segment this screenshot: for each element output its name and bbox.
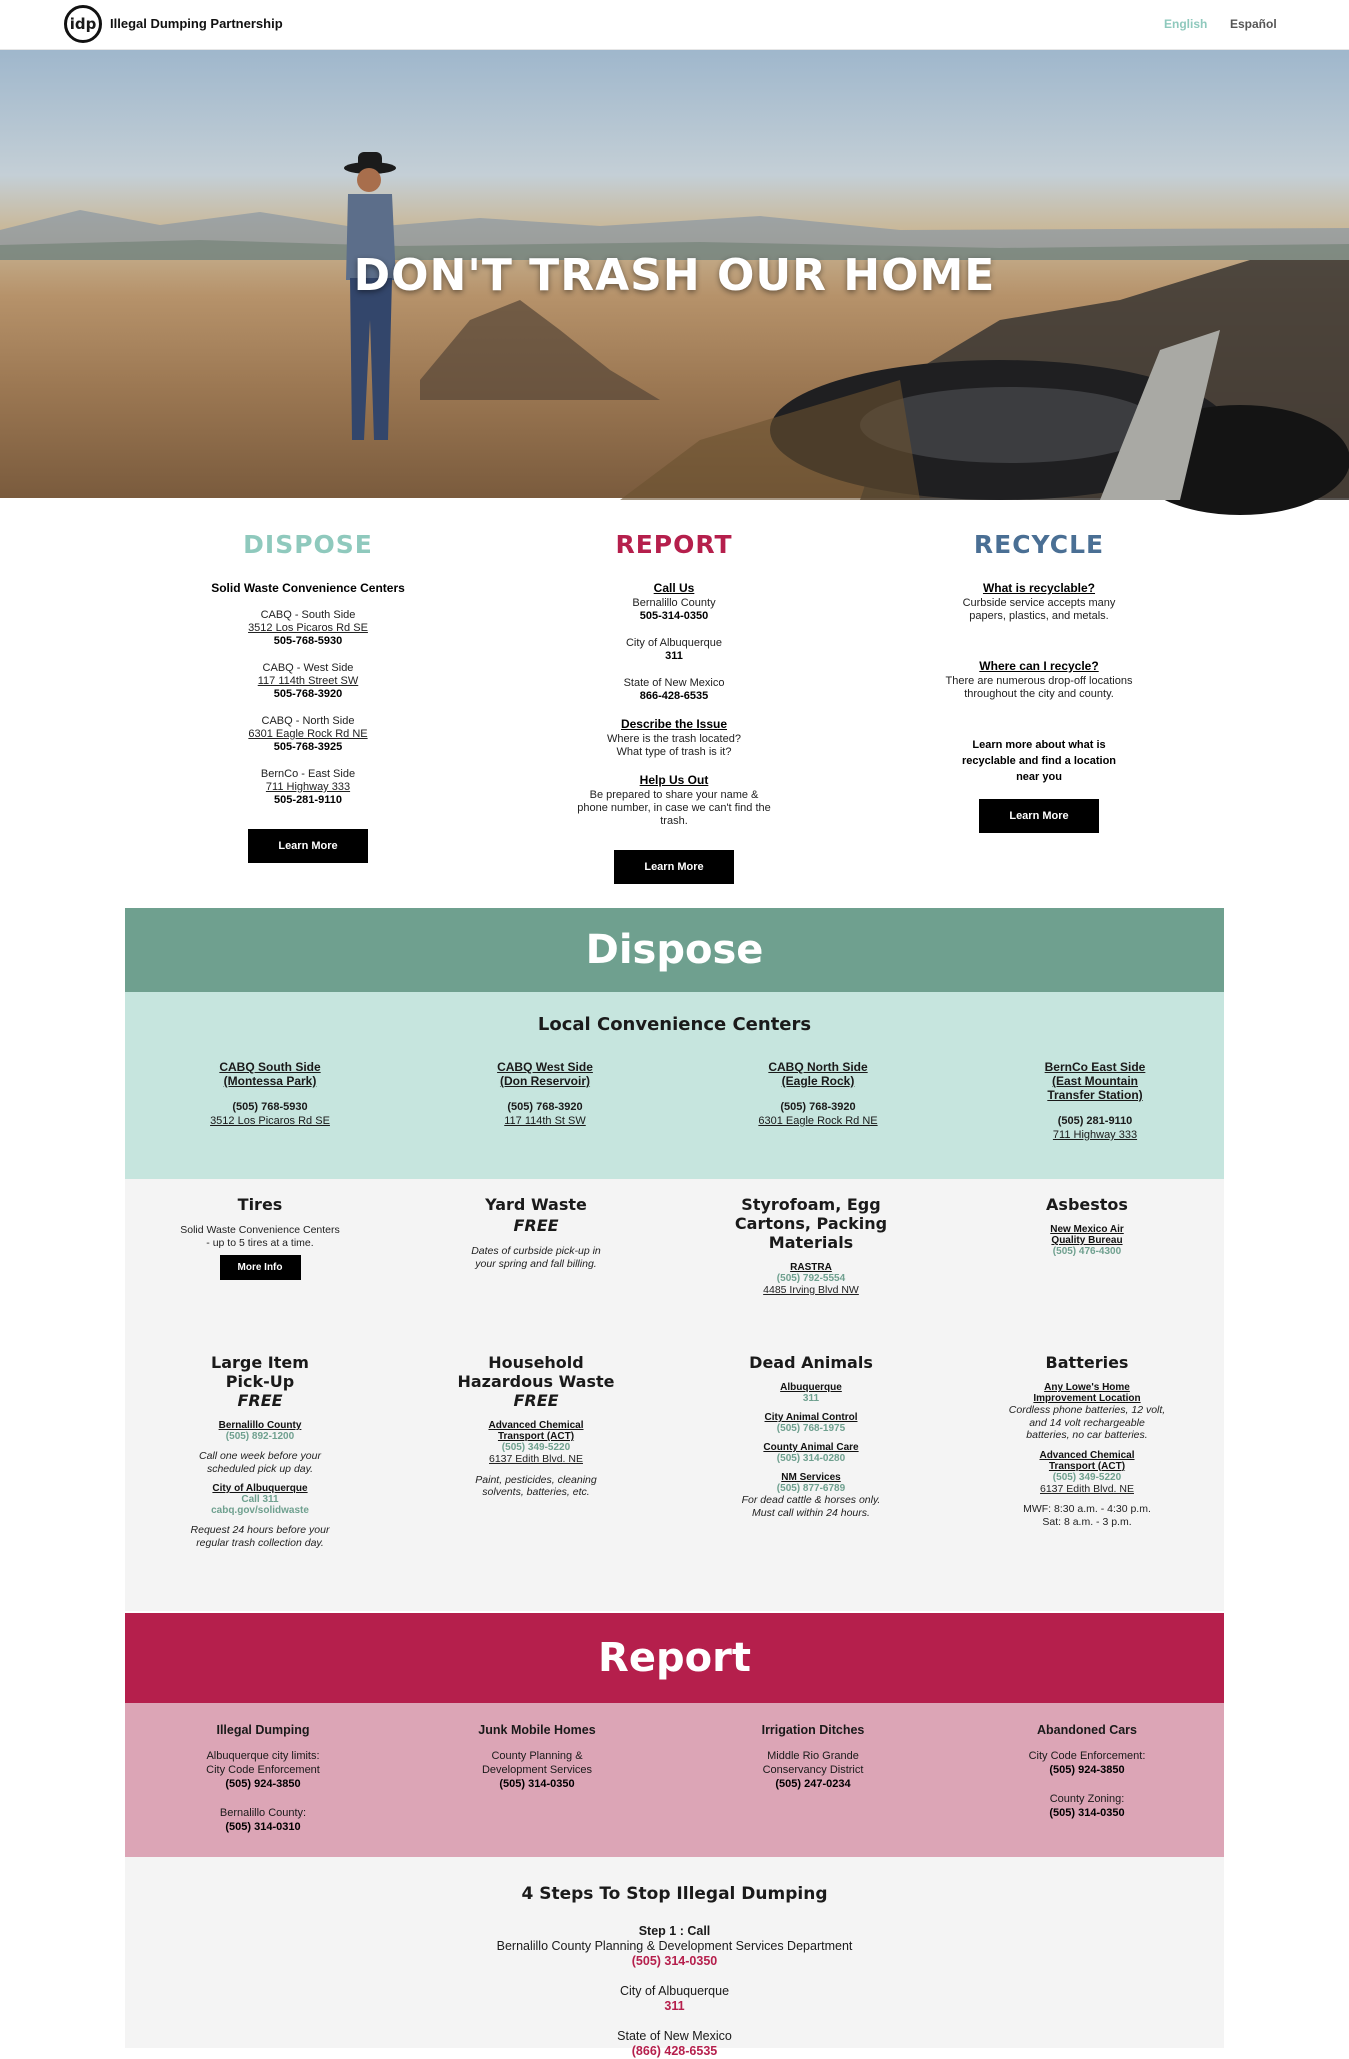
yard-text: Dates of curbside pick-up in your spring and fall billing. [471,1245,601,1270]
hazardous-note: Paint, pesticides, cleaning solvents, batteries, etc. [475,1473,597,1498]
convenience-centers-panel [125,992,1224,1179]
report-categories-panel [125,1703,1224,1857]
center-address-link[interactable]: 6301 Eagle Rock Rd NE [758,1115,878,1127]
large-item-title: Large Item Pick-Up [211,1353,309,1391]
contact-name: State of New Mexico [623,677,725,689]
center-card [708,1060,928,1128]
hero-title: DON'T TRASH OUR HOME [353,250,996,301]
cabq-website-link[interactable]: cabq.gov/solidwaste [211,1505,309,1516]
report-category-line: Bernalillo County: [219,1807,307,1819]
dispose-summary [158,530,458,863]
nm-services-link[interactable]: NM Services [781,1472,841,1483]
report-category-phone: (505) 924-3850 [225,1778,301,1790]
describe-issue-text: Where is the trash located? What type of trash is it? [607,733,741,758]
report-category-title: Irrigation Ditches [761,1723,865,1737]
report-category [143,1723,383,1834]
center-title-link[interactable]: CABQ South Side (Montessa Park) [219,1060,321,1088]
nm-services-phone[interactable]: (505) 877-6789 [776,1483,846,1494]
step1-city-phone[interactable]: 311 [664,1999,685,2013]
dead-animals-card [711,1353,911,1519]
center-address-link[interactable]: 711 Highway 333 [1052,1129,1138,1141]
batteries-title: Batteries [1045,1353,1129,1372]
location-phone: 505-281-9110 [274,794,342,806]
lowes-link[interactable]: Any Lowe's Home Improvement Location [1033,1382,1141,1404]
step1-state: State of New Mexico [617,2029,732,2043]
tires-text: Solid Waste Convenience Centers - up to 5 tires at a time. [180,1224,340,1249]
cabq-call[interactable]: Call 311 [241,1494,279,1505]
location-phone: 505-768-5930 [273,635,343,647]
center-card [985,1060,1205,1142]
air-quality-phone[interactable]: (505) 476-4300 [1052,1246,1122,1257]
location-item [158,768,458,807]
location-address-link[interactable]: 3512 Los Picaros Rd SE [248,622,368,634]
act-batteries-address-link[interactable]: 6137 Edith Blvd. NE [1040,1482,1134,1495]
large-item-card [160,1353,360,1549]
center-phone: (505) 281-9110 [1057,1115,1133,1127]
location-name: CABQ - West Side [262,662,354,674]
styrofoam-card [711,1195,911,1297]
location-item [158,609,458,648]
site-name[interactable]: Illegal Dumping Partnership [110,16,283,31]
rastra-link[interactable]: RASTRA [790,1262,832,1273]
albuquerque-link[interactable]: Albuquerque [780,1382,842,1393]
center-phone: (505) 768-5930 [232,1101,308,1113]
act-batteries-link[interactable]: Advanced Chemical Transport (ACT) [1039,1449,1135,1472]
step1-state-phone[interactable]: (866) 428-6535 [631,2044,718,2058]
act-link[interactable]: Advanced Chemical Transport (ACT) [488,1420,584,1442]
center-card [160,1060,380,1128]
convenience-centers-title: Solid Waste Convenience Centers [211,581,405,595]
report-category-line: City Code Enforcement [206,1764,320,1776]
large-item-free-label: FREE [237,1391,283,1410]
lang-spanish-link[interactable]: Español [1230,17,1277,31]
report-section-heading: Report [125,1613,1224,1703]
report-category-line: Albuquerque city limits: [206,1750,320,1762]
nm-services-note: For dead cattle & horses only. Must call within 24 hours. [741,1494,881,1519]
yard-title: Yard Waste [485,1195,587,1214]
recycle-title: RECYCLE [973,530,1105,559]
hazardous-title: Household Hazardous Waste [457,1353,615,1391]
bernco-phone[interactable]: (505) 892-1200 [225,1431,295,1442]
help-us-out-text: Be prepared to share your name & phone number, in case we can't find the trash. [577,789,771,827]
location-name: CABQ - South Side [260,609,356,621]
cabq-note: Request 24 hours before your regular trash collection day. [190,1524,330,1549]
hazardous-free-label: FREE [513,1391,559,1410]
steps-panel [125,1857,1224,2058]
recycle-learn-text: Learn more about what is recyclable and find a location near you [961,739,1117,783]
contact-name: Bernalillo County [632,597,716,609]
location-name: BernCo - East Side [260,768,356,780]
yard-waste-card [436,1195,636,1270]
lang-english-link[interactable]: English [1164,17,1208,31]
contact-phone: 866-428-6535 [639,690,709,702]
center-address-link[interactable]: 117 114th St SW [504,1115,586,1127]
yard-free-label: FREE [513,1216,559,1235]
act-batteries-phone[interactable]: (505) 349-5220 [1052,1471,1122,1483]
what-recyclable-text: Curbside service accepts many papers, plastics, and metals. [962,597,1116,622]
contact-item [524,677,824,703]
report-category-phone: (505) 314-0350 [499,1778,575,1790]
center-title-link[interactable]: BernCo East Side (East Mountain Transfer Station) [1044,1060,1146,1102]
call-us-heading[interactable]: Call Us [653,581,695,595]
hazardous-waste-card [436,1353,636,1499]
dispose-section-heading: Dispose [125,908,1224,992]
where-recycle-text: There are numerous drop-off locations throughout the city and county. [945,675,1133,700]
bernco-link[interactable]: Bernalillo County [218,1420,302,1431]
step1-title: Step 1 : Call [638,1924,711,1938]
report-category [693,1723,933,1791]
logo-text: idp [69,15,97,33]
animal-control-link[interactable]: City Animal Control [764,1412,858,1423]
animal-care-link[interactable]: County Animal Care [763,1442,859,1453]
describe-issue-heading[interactable]: Describe the Issue [620,717,728,731]
step1-city: City of Albuquerque [619,1984,730,1998]
recycle-summary [889,530,1189,833]
report-category-phone: (505) 314-0350 [1049,1807,1125,1819]
asbestos-card [987,1195,1187,1257]
recycle-learn-more-button[interactable]: Learn More [979,799,1099,833]
what-recyclable-heading[interactable]: What is recyclable? [982,581,1096,595]
hero-banner [0,50,1349,498]
bernco-note: Call one week before your scheduled pick up day. [199,1450,321,1475]
asbestos-title: Asbestos [1046,1195,1128,1214]
act-address-link[interactable]: 6137 Edith Blvd. NE [489,1453,583,1465]
centers-title: Local Convenience Centers [537,1014,812,1035]
report-category-title: Abandoned Cars [1036,1723,1137,1737]
center-title-link[interactable]: CABQ North Side (Eagle Rock) [768,1060,868,1088]
report-category-line: County Planning & [491,1750,583,1762]
rastra-address-link[interactable]: 4485 Irving Blvd NW [763,1284,859,1296]
report-learn-more-button[interactable]: Learn More [614,850,734,884]
batteries-card [987,1353,1187,1528]
report-category-phone: (505) 314-0310 [225,1821,301,1833]
report-category-phone: (505) 924-3850 [1049,1764,1125,1776]
contact-name: City of Albuquerque [625,637,722,649]
report-summary [524,530,824,884]
location-phone: 505-768-3925 [273,741,343,753]
report-category-line: Development Services [481,1764,593,1776]
tires-card [160,1195,360,1280]
report-category [967,1723,1207,1820]
animal-control-phone[interactable]: (505) 768-1975 [776,1423,846,1434]
report-category-line: Middle Rio Grande [767,1750,859,1762]
dispose-title: DISPOSE [243,530,373,559]
contact-phone: 311 [665,650,683,662]
location-address-link[interactable]: 6301 Eagle Rock Rd NE [248,728,368,740]
styrofoam-title: Styrofoam, Egg Cartons, Packing Materials [734,1195,888,1252]
step1-text: Bernalillo County Planning & Development Services Department [496,1939,853,1953]
albuquerque-phone[interactable]: 311 [802,1393,820,1404]
air-quality-link[interactable]: New Mexico Air Quality Bureau [1050,1224,1124,1246]
report-category-line: County Zoning: [1049,1793,1125,1805]
help-us-out-heading[interactable]: Help Us Out [639,773,709,787]
location-phone: 505-768-3920 [273,688,343,700]
location-item [158,662,458,701]
center-title-link[interactable]: CABQ West Side (Don Reservoir) [497,1060,593,1088]
report-category-line: Conservancy District [762,1764,864,1776]
location-address-link[interactable]: 117 114th Street SW [257,675,359,687]
report-category-phone: (505) 247-0234 [775,1778,851,1790]
lowes-note: Cordless phone batteries, 12 volt, and 14 volt rechargeable batteries, no car batteries. [1008,1404,1166,1441]
act-hours-saturday: Sat: 8 a.m. - 3 p.m. [1042,1515,1132,1528]
disposal-items-panel [125,1179,1224,1611]
report-category-title: Illegal Dumping [216,1723,310,1737]
tires-more-info-button[interactable]: More Info [220,1255,301,1280]
contact-item [524,637,824,663]
location-address-link[interactable]: 711 Highway 333 [265,781,351,793]
dispose-learn-more-button[interactable]: Learn More [248,829,368,863]
report-category-title: Junk Mobile Homes [478,1723,596,1737]
rastra-phone[interactable]: (505) 792-5554 [776,1273,846,1284]
cabq-link[interactable]: City of Albuquerque [212,1483,308,1494]
center-phone: (505) 768-3920 [507,1101,583,1113]
center-address-link[interactable]: 3512 Los Picaros Rd SE [210,1115,330,1127]
site-header [0,0,1349,50]
contact-item [524,597,824,623]
dead-animals-title: Dead Animals [749,1353,873,1372]
report-category [417,1723,657,1791]
act-hours-weekday: MWF: 8:30 a.m. - 4:30 p.m. [1023,1503,1151,1515]
where-recycle-heading[interactable]: Where can I recycle? [979,659,1099,673]
location-name: CABQ - North Side [261,715,355,727]
report-title: REPORT [615,530,733,559]
animal-care-phone[interactable]: (505) 314-0280 [776,1453,846,1464]
contact-phone: 505-314-0350 [639,610,709,622]
report-category-line: City Code Enforcement: [1028,1750,1146,1762]
center-card [435,1060,655,1128]
center-phone: (505) 768-3920 [780,1101,856,1113]
tires-title: Tires [237,1195,283,1214]
steps-title: 4 Steps To Stop Illegal Dumping [521,1884,828,1904]
act-phone[interactable]: (505) 349-5220 [501,1442,571,1453]
step1-phone[interactable]: (505) 314-0350 [631,1954,718,1968]
logo-icon[interactable] [64,5,102,43]
location-item [158,715,458,754]
